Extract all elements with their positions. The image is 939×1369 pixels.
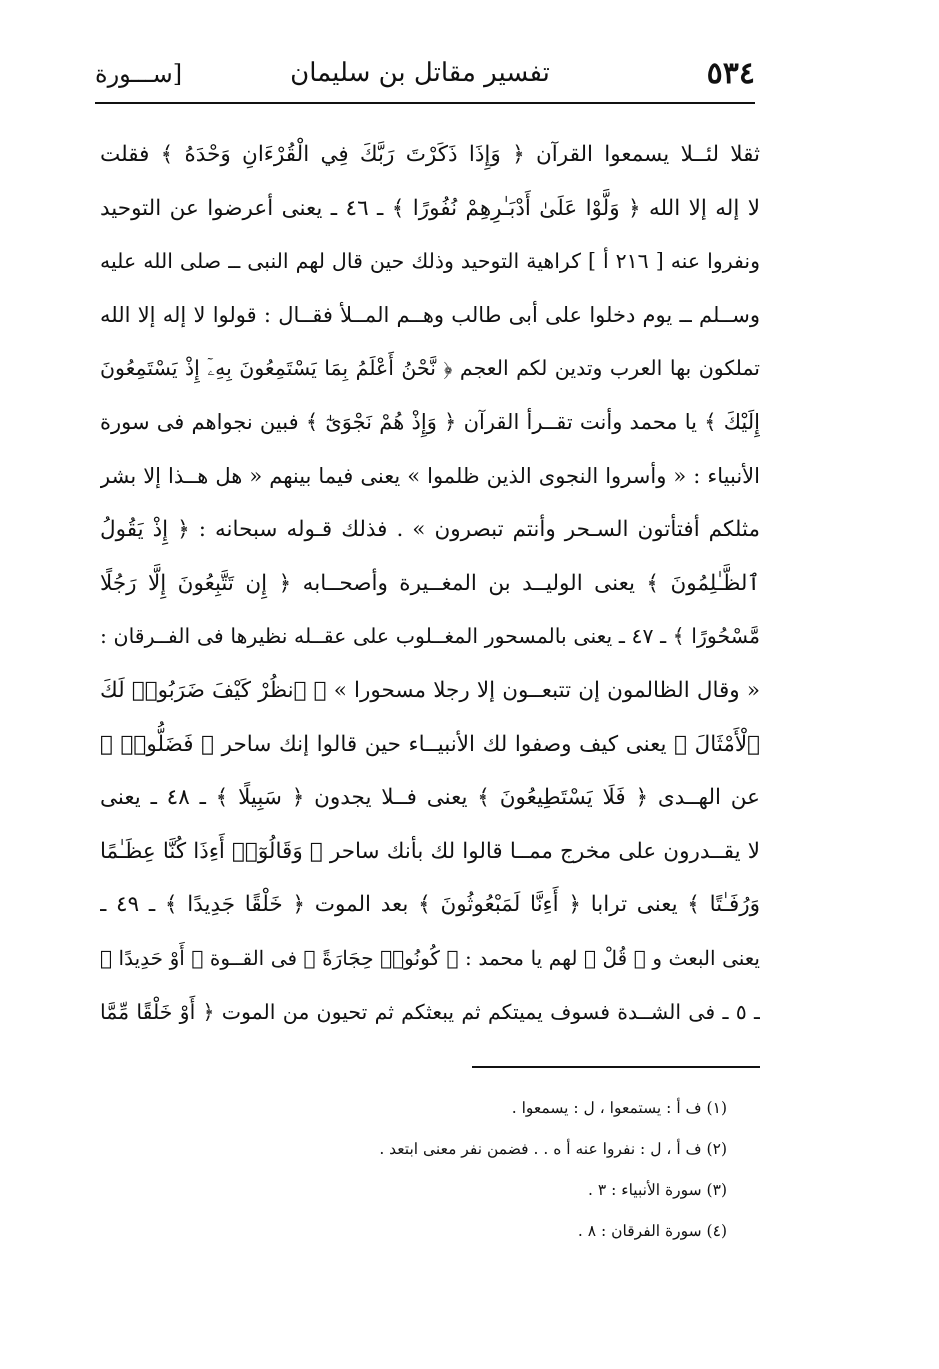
text-line: تملكون بها العرب وتدين لكم العجم ﴿ نَّحْنُ أَعْلَمُ بِمَا يَسْتَمِعُونَ بِهِۦٓ إِذْ يَسْتَمِعُونَ — [100, 356, 760, 381]
text-line: لا يقــدرون على مخرج ممــا قالوا لك بأنك ساحر ﴿ وَقَالُوٓا۟ أَءِذَا كُنَّا عِظَـٰمًا — [100, 838, 760, 864]
text-line: يعنى البعث و ﴿ قُلْ ﴾ لهم يا محمد : ﴿ كُونُوا۟ حِجَارَةً ﴾ فى القــوة ﴿ أَوْ حَدِيدًا ﴾ — [100, 945, 760, 970]
footnotes — [247, 1088, 727, 1252]
footnote-divider — [472, 1066, 760, 1068]
text-line: عن الهــدى ﴿ فَلَا يَسْتَطِيعُونَ ﴾ يعنى فــلا يجدون ﴿ سَبِيلًا ﴾ ـ ٤٨ ـ يعنى — [100, 785, 760, 811]
text-line: إِلَيْكَ ﴾ يا محمد وأنت تقــرأ القرآن ﴿ وَإِذْ هُمْ نَجْوَىٰٓ ﴾ فبين نجواهم فى سورة — [100, 409, 760, 434]
text-line: « وقال الظالمون إن تتبعــون إلا رجلا مسحورا » ﴿ ٱنظُرْ كَيْفَ ضَرَبُوا۟ لَكَ — [100, 677, 760, 703]
header-divider — [95, 102, 755, 104]
running-title: تفسير مقاتل بن سليمان — [290, 58, 550, 88]
text-line: وســلم ــ يوم دخلوا على أبى طالب وهــم المــلأ فقــال : قولوا لا إله إلا الله — [100, 302, 760, 327]
main-text — [100, 128, 760, 1039]
text-line: ٱلظَّـٰلِمُونَ ﴾ يعنى الوليــد بن المغــيرة وأصحــابه ﴿ إِن تَتَّبِعُونَ إِلَّا رَجُلًا — [100, 570, 760, 596]
text-line: مَّسْحُورًا ﴾ ـ ٤٧ ـ يعنى بالمسحور المغــلوب على عقــله نظيرها فى الفــرقان : — [100, 624, 760, 649]
footnote: (٤) سورة الفرقان : ٨ . — [577, 1222, 727, 1240]
text-line: مثلكم أفتأتون السـحر وأنتم تبصرون » . فذلك قـوله سبحانه : ﴿ إِذْ يَقُولُ — [100, 517, 760, 543]
text-line: لا إله إلا الله ﴿ وَلَّوْا عَلَىٰ أَدْبَـٰرِهِمْ نُفُورًا ﴾ ـ ٤٦ ـ يعنى أعرضوا عن التوحيد — [100, 195, 760, 221]
footnote: (١) ف أ : يستمعوا ، ل : يسمعوا . — [511, 1099, 727, 1117]
text-line: ـ ٥ ـ فى الشــدة فسوف يميتكم ثم يبعثكم ثم تحيون من الموت ﴿ أَوْ خَلْقًا مِّمَّا — [100, 999, 760, 1024]
text-line: ثقلا لئــلا يسمعوا القرآن ﴿ وَإِذَا ذَكَرْتَ رَبَّكَ فِي الْقُرْءَانِ وَحْدَهُ ﴾ فقلت — [100, 142, 760, 167]
footnote: (٣) سورة الأنبياء : ٣ . — [588, 1181, 727, 1199]
text-line: وَرُفَـٰتًا ﴾ يعنى ترابا ﴿ أَءِنَّا لَمَبْعُوثُونَ ﴾ بعد الموت ﴿ خَلْقًا جَدِيدًا ﴾ ـ ٤٩ ـ — [100, 892, 760, 918]
text-line: ٱلْأَمْثَالَ ﴾ يعنى كيف وصفوا لك الأنبيــاء حين قالوا إنك ساحر ﴿ فَضَلُّوا۟ ﴾ — [100, 731, 760, 757]
text-line: ونفروا عنه [ ٢١٦ أ ] كراهية التوحيد وذلك حين قال لهم النبى ــ صلى الله عليه — [100, 249, 760, 274]
text-line: الأنبياء : « وأسروا النجوى الذين ظلموا » يعنى فيما بينهم « هل هــذا إلا بشر — [100, 463, 760, 488]
surah-label: [ســـورة — [95, 60, 183, 88]
page-number: ٥٣٤ — [706, 56, 755, 91]
footnote: (٢) ف أ ، ل : نفروا عنه أ ه . . فضمن نفر معنى ابتعد . — [379, 1140, 727, 1158]
page-header — [95, 52, 755, 102]
